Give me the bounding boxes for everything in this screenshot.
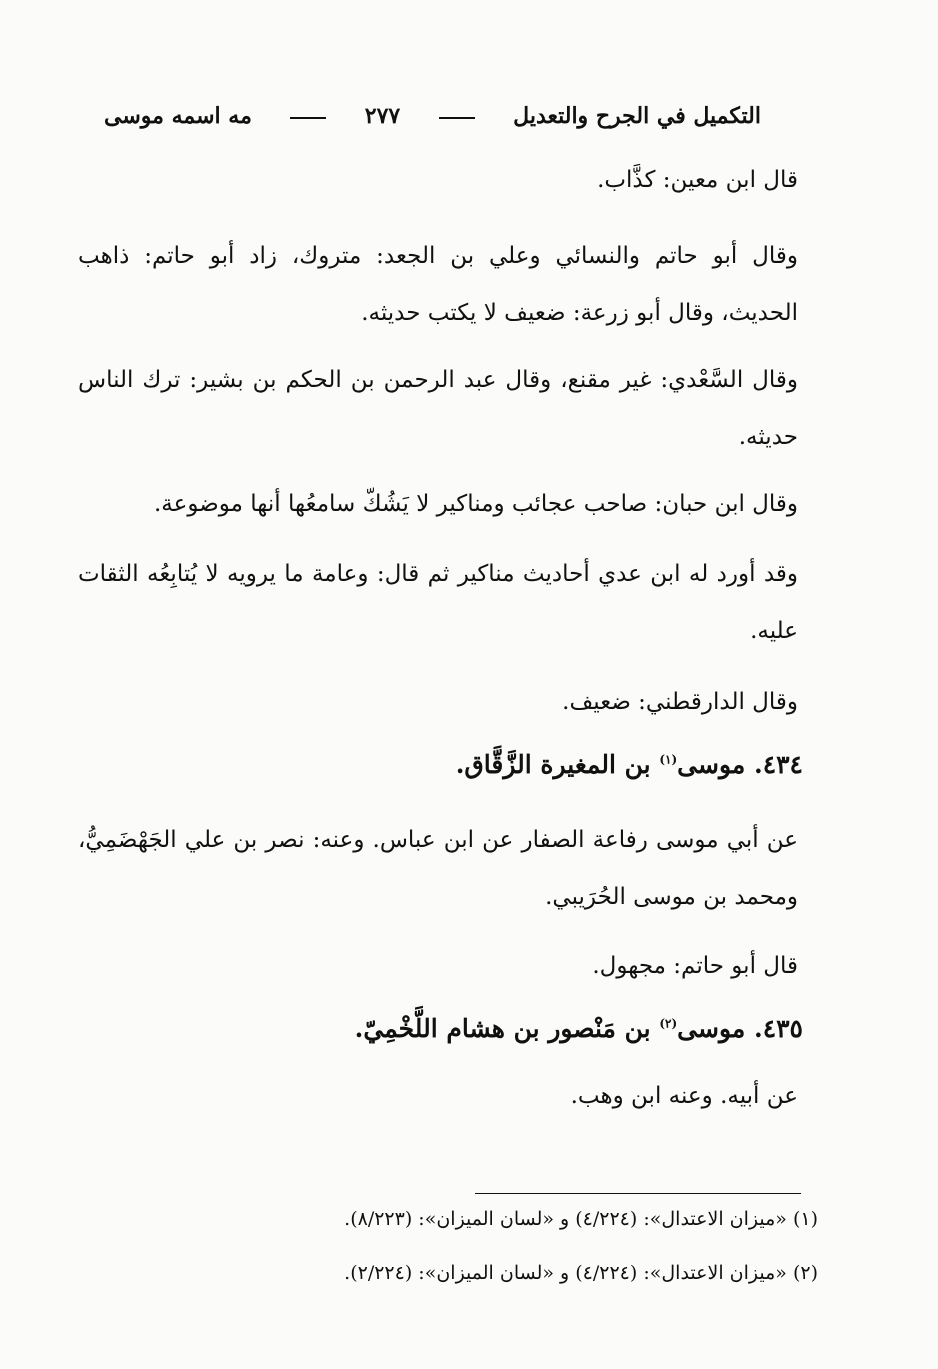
entry-heading-435 [355, 1014, 803, 1043]
paragraph: وقال السَّعْدي: غير مقنع، وقال عبد الرحمن بن الحكم بن بشير: ترك الناس حديثه. [78, 367, 798, 450]
running-header [100, 96, 765, 136]
footnote: (٢) «ميزان الاعتدال»: (٤/٢٢٤) و «لسان الميزان»: (٢/٢٢٤). [344, 1262, 818, 1284]
footnote: (١) «ميزان الاعتدال»: (٤/٢٢٤) و «لسان الميزان»: (٨/٢٢٣). [344, 1208, 818, 1230]
footnote-separator [475, 1193, 801, 1194]
entry-heading-434 [456, 750, 803, 779]
page-number: ٢٧٧ [364, 103, 401, 129]
entry-number: ٤٣٤. [753, 750, 803, 779]
paragraph: وقال الدارقطني: ضعيف. [562, 689, 798, 715]
entry-name: موسى [677, 1014, 746, 1043]
footnote-ref: (٢) [659, 1016, 678, 1031]
paragraph: قال أبو حاتم: مجهول. [592, 953, 798, 979]
header-dash [439, 117, 475, 119]
header-title: التكميل في الجرح والتعديل [513, 103, 761, 129]
entry-name: موسى [677, 750, 746, 779]
entry-number: ٤٣٥. [753, 1014, 803, 1043]
paragraph: قال ابن معين: كذَّاب. [597, 167, 798, 193]
header-section: مه اسمه موسى [104, 103, 252, 129]
paragraph: وقال ابن حبان: صاحب عجائب ومناكير لا يَشُكّ سامعُها أنها موضوعة. [154, 491, 798, 517]
footnote-ref: (١) [659, 752, 678, 767]
paragraph: عن أبيه. وعنه ابن وهب. [570, 1083, 798, 1109]
entry-name: بن المغيرة الزَّقَّاق. [455, 750, 651, 779]
entry-name: بن مَنْصور بن هشام اللَّخْمِيّ. [354, 1014, 651, 1043]
paragraph: وقال أبو حاتم والنسائي وعلي بن الجعد: متروك، زاد أبو حاتم: ذاهب الحديث، وقال أبو زرعة: ضعيف لا يكتب حديثه. [78, 243, 798, 326]
paragraph: وقد أورد له ابن عدي أحاديث مناكير ثم قال: وعامة ما يرويه لا يُتابِعُه الثقات عليه. [78, 561, 798, 644]
header-dash [290, 117, 326, 119]
paragraph: عن أبي موسى رفاعة الصفار عن ابن عباس. وعنه: نصر بن علي الجَهْضَمِيُّ، ومحمد بن موسى الحُرَيبي. [78, 827, 798, 910]
